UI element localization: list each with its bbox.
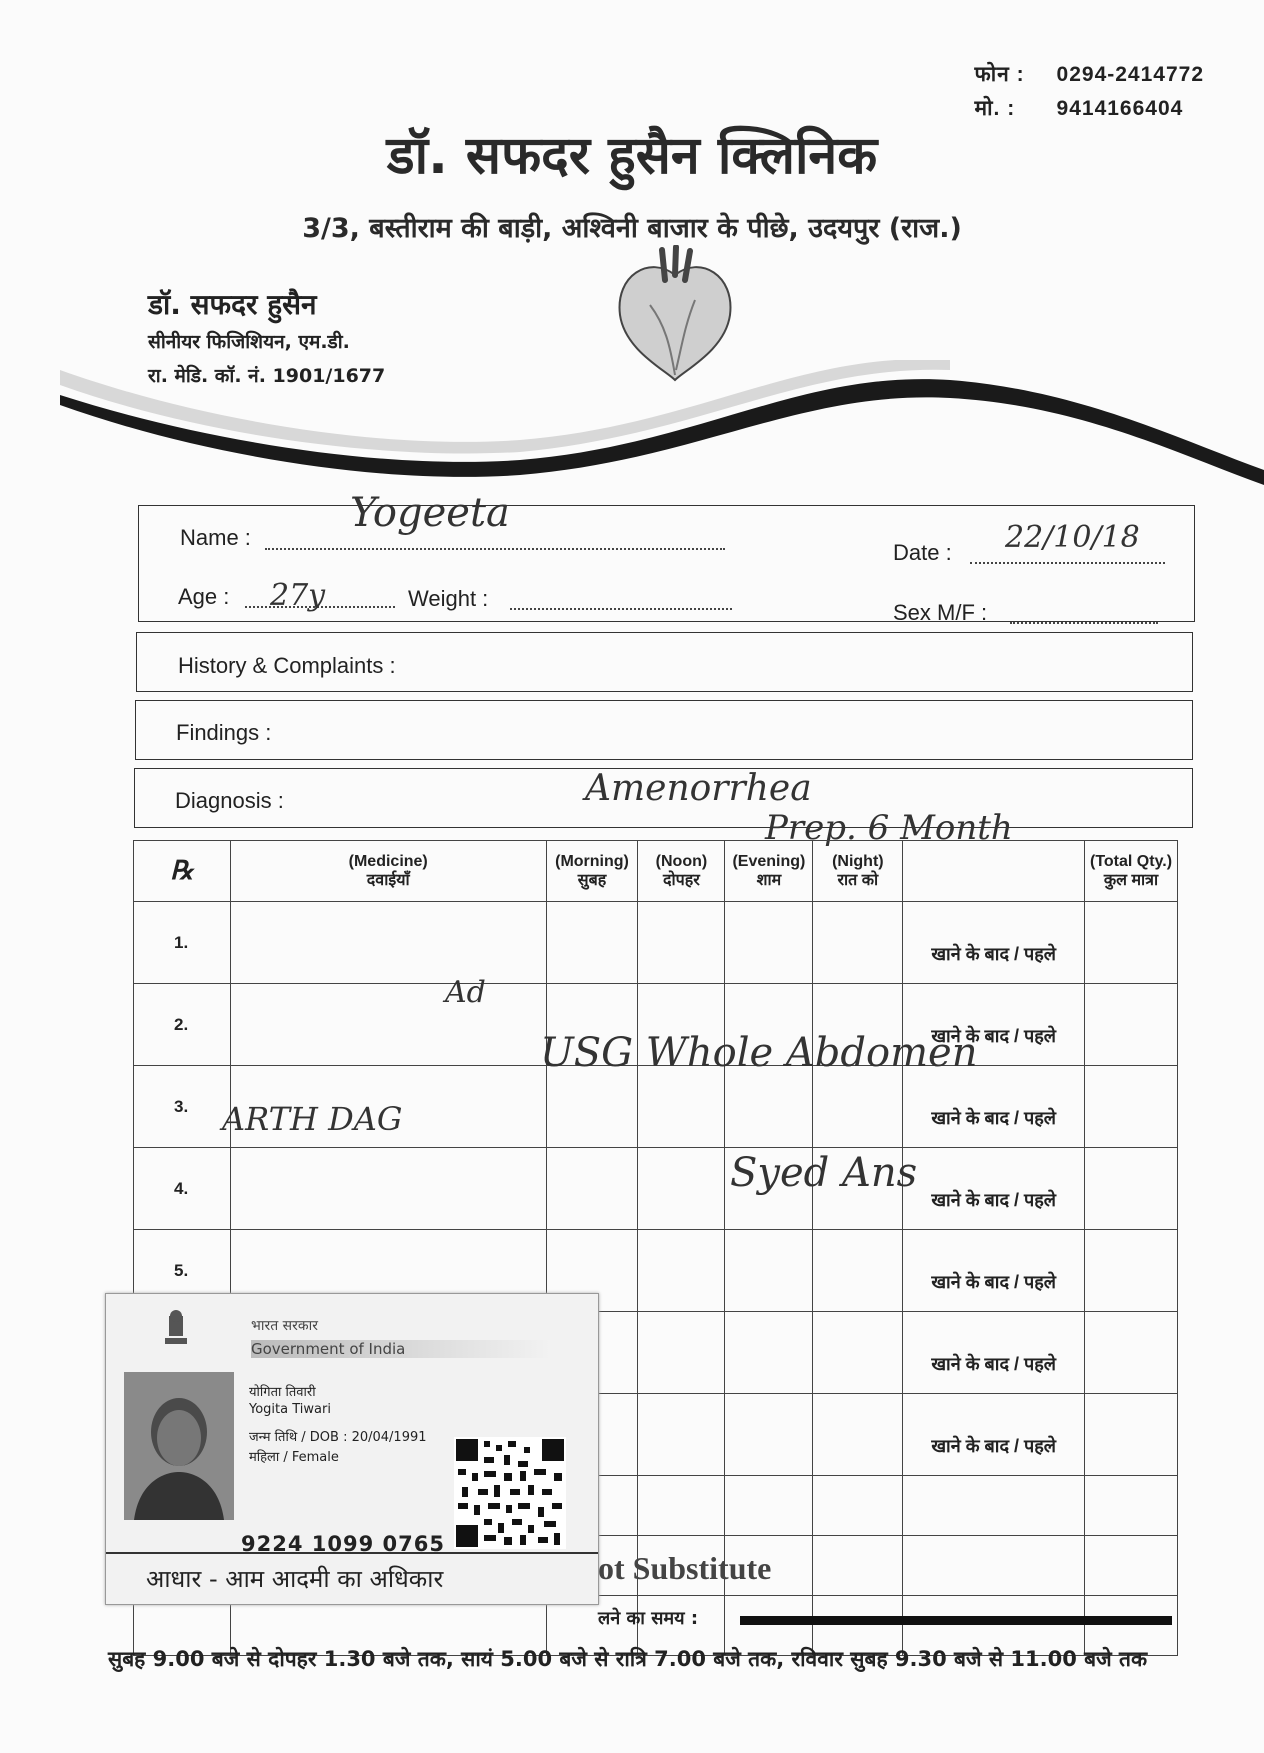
morning-header: (Morning) सुबह xyxy=(546,841,638,902)
table-row: 5. खाने के बाद / पहले xyxy=(134,1230,1178,1312)
aadhaar-card xyxy=(105,1293,599,1605)
name-label: Name : xyxy=(180,525,251,550)
emblem-icon xyxy=(161,1308,191,1348)
table-header-row xyxy=(134,841,1178,902)
timing-cell: खाने के बाद / पहले xyxy=(903,1312,1085,1394)
total-qty-header: (Total Qty.) कुल मात्रा xyxy=(1085,841,1178,902)
findings-label: Findings : xyxy=(176,720,272,745)
aadhaar-slogan: आधार - आम आदमी का अधिकार xyxy=(106,1552,598,1604)
age-label: Age : xyxy=(178,584,230,609)
timing-cell: खाने के बाद / पहले xyxy=(903,1148,1085,1230)
footer-timing-label: लने का समय : xyxy=(598,1608,699,1629)
doctor-name: डॉ. सफदर हुसैन xyxy=(148,288,317,321)
history-label: History & Complaints : xyxy=(178,653,396,678)
noon-header: (Noon) दोपहर xyxy=(638,841,725,902)
table-row: 3. खाने के बाद / पहले xyxy=(134,1066,1178,1148)
diagnosis-label: Diagnosis : xyxy=(175,788,284,813)
gov-hindi: भारत सरकार xyxy=(251,1318,318,1334)
rx-symbol: ℞ xyxy=(134,841,231,902)
qr-code-icon xyxy=(454,1437,566,1549)
mobile-label: मो. : xyxy=(974,97,1016,120)
cardholder-dob: जन्म तिथि / DOB : 20/04/1991 xyxy=(249,1430,427,1445)
cardholder-photo xyxy=(124,1372,234,1520)
timing-cell: खाने के बाद / पहले xyxy=(903,1066,1085,1148)
gov-english: Government of India xyxy=(251,1340,551,1358)
timing-header xyxy=(903,841,1085,902)
cardholder-gender: महिला / Female xyxy=(249,1450,339,1465)
sex-label: Sex M/F : xyxy=(893,600,988,625)
name-value: Yogeeta xyxy=(350,490,510,536)
handwritten-arth: ARTH DAG xyxy=(222,1100,403,1138)
evening-header: (Evening) शाम xyxy=(725,841,813,902)
timing-cell: खाने के बाद / पहले xyxy=(903,1394,1085,1476)
name-field-line xyxy=(265,548,725,550)
cardholder-name-en: Yogita Tiwari xyxy=(249,1402,331,1417)
footer-divider xyxy=(740,1616,1172,1625)
phone-label: फोन : xyxy=(974,63,1025,86)
phone-number: 0294-2414772 xyxy=(1056,63,1204,86)
doctor-registration: रा. मेडि. कॉ. नं. 1901/1677 xyxy=(148,365,386,387)
table-row: 2. खाने के बाद / पहले xyxy=(134,984,1178,1066)
diagnosis-note: Prep. 6 Month xyxy=(765,808,1013,848)
table-row: 4. खाने के बाद / पहले xyxy=(134,1148,1178,1230)
timing-cell: खाने के बाद / पहले xyxy=(903,902,1085,984)
age-value: 27y xyxy=(270,578,326,613)
contact-block xyxy=(975,58,1204,126)
aadhaar-number: 9224 1099 0765 xyxy=(241,1532,445,1556)
doctor-signature: Syed Ans xyxy=(730,1150,918,1196)
weight-field-line xyxy=(510,608,732,610)
medicine-header: (Medicine) दवाईयाँ xyxy=(230,841,546,902)
findings-box xyxy=(135,700,1193,760)
date-value: 22/10/18 xyxy=(1005,520,1140,555)
timing-cell: खाने के बाद / पहले xyxy=(903,1230,1085,1312)
clinic-address: 3/3, बस्तीराम की बाड़ी, अश्विनी बाजार के पीछे, उदयपुर (राज.) xyxy=(302,213,962,244)
header-wave xyxy=(0,360,1264,500)
doctor-qualification: सीनीयर फिजिशियन, एम.डी. xyxy=(148,331,350,353)
handwritten-investigation: USG Whole Abdomen xyxy=(540,1030,978,1076)
weight-label: Weight : xyxy=(408,586,489,611)
table-row: 1. खाने के बाद / पहले xyxy=(134,902,1178,984)
date-label: Date : xyxy=(893,540,952,565)
diagnosis-value: Amenorrhea xyxy=(585,768,812,809)
footer-clinic-hours: सुबह 9.00 बजे से दोपहर 1.30 बजे तक, सायं 5.00 बजे से रात्रि 7.00 बजे तक, रविवार सुबह 9.30 बजे से 11.00 बजे तक xyxy=(108,1647,1148,1671)
handwritten-adv: Ad xyxy=(445,975,486,1010)
timing-cell: खाने के बाद / पहले xyxy=(903,984,1085,1066)
cardholder-name-hi: योगिता तिवारी xyxy=(249,1385,316,1400)
night-header: (Night) रात को xyxy=(813,841,903,902)
footer-substitute-note: ot Substitute xyxy=(598,1550,772,1586)
mobile-number: 9414166404 xyxy=(1056,97,1184,120)
sex-field-line xyxy=(1010,622,1158,624)
date-field-line xyxy=(970,562,1165,564)
clinic-name: डॉ. सफदर हुसैन क्लिनिक xyxy=(386,126,878,186)
